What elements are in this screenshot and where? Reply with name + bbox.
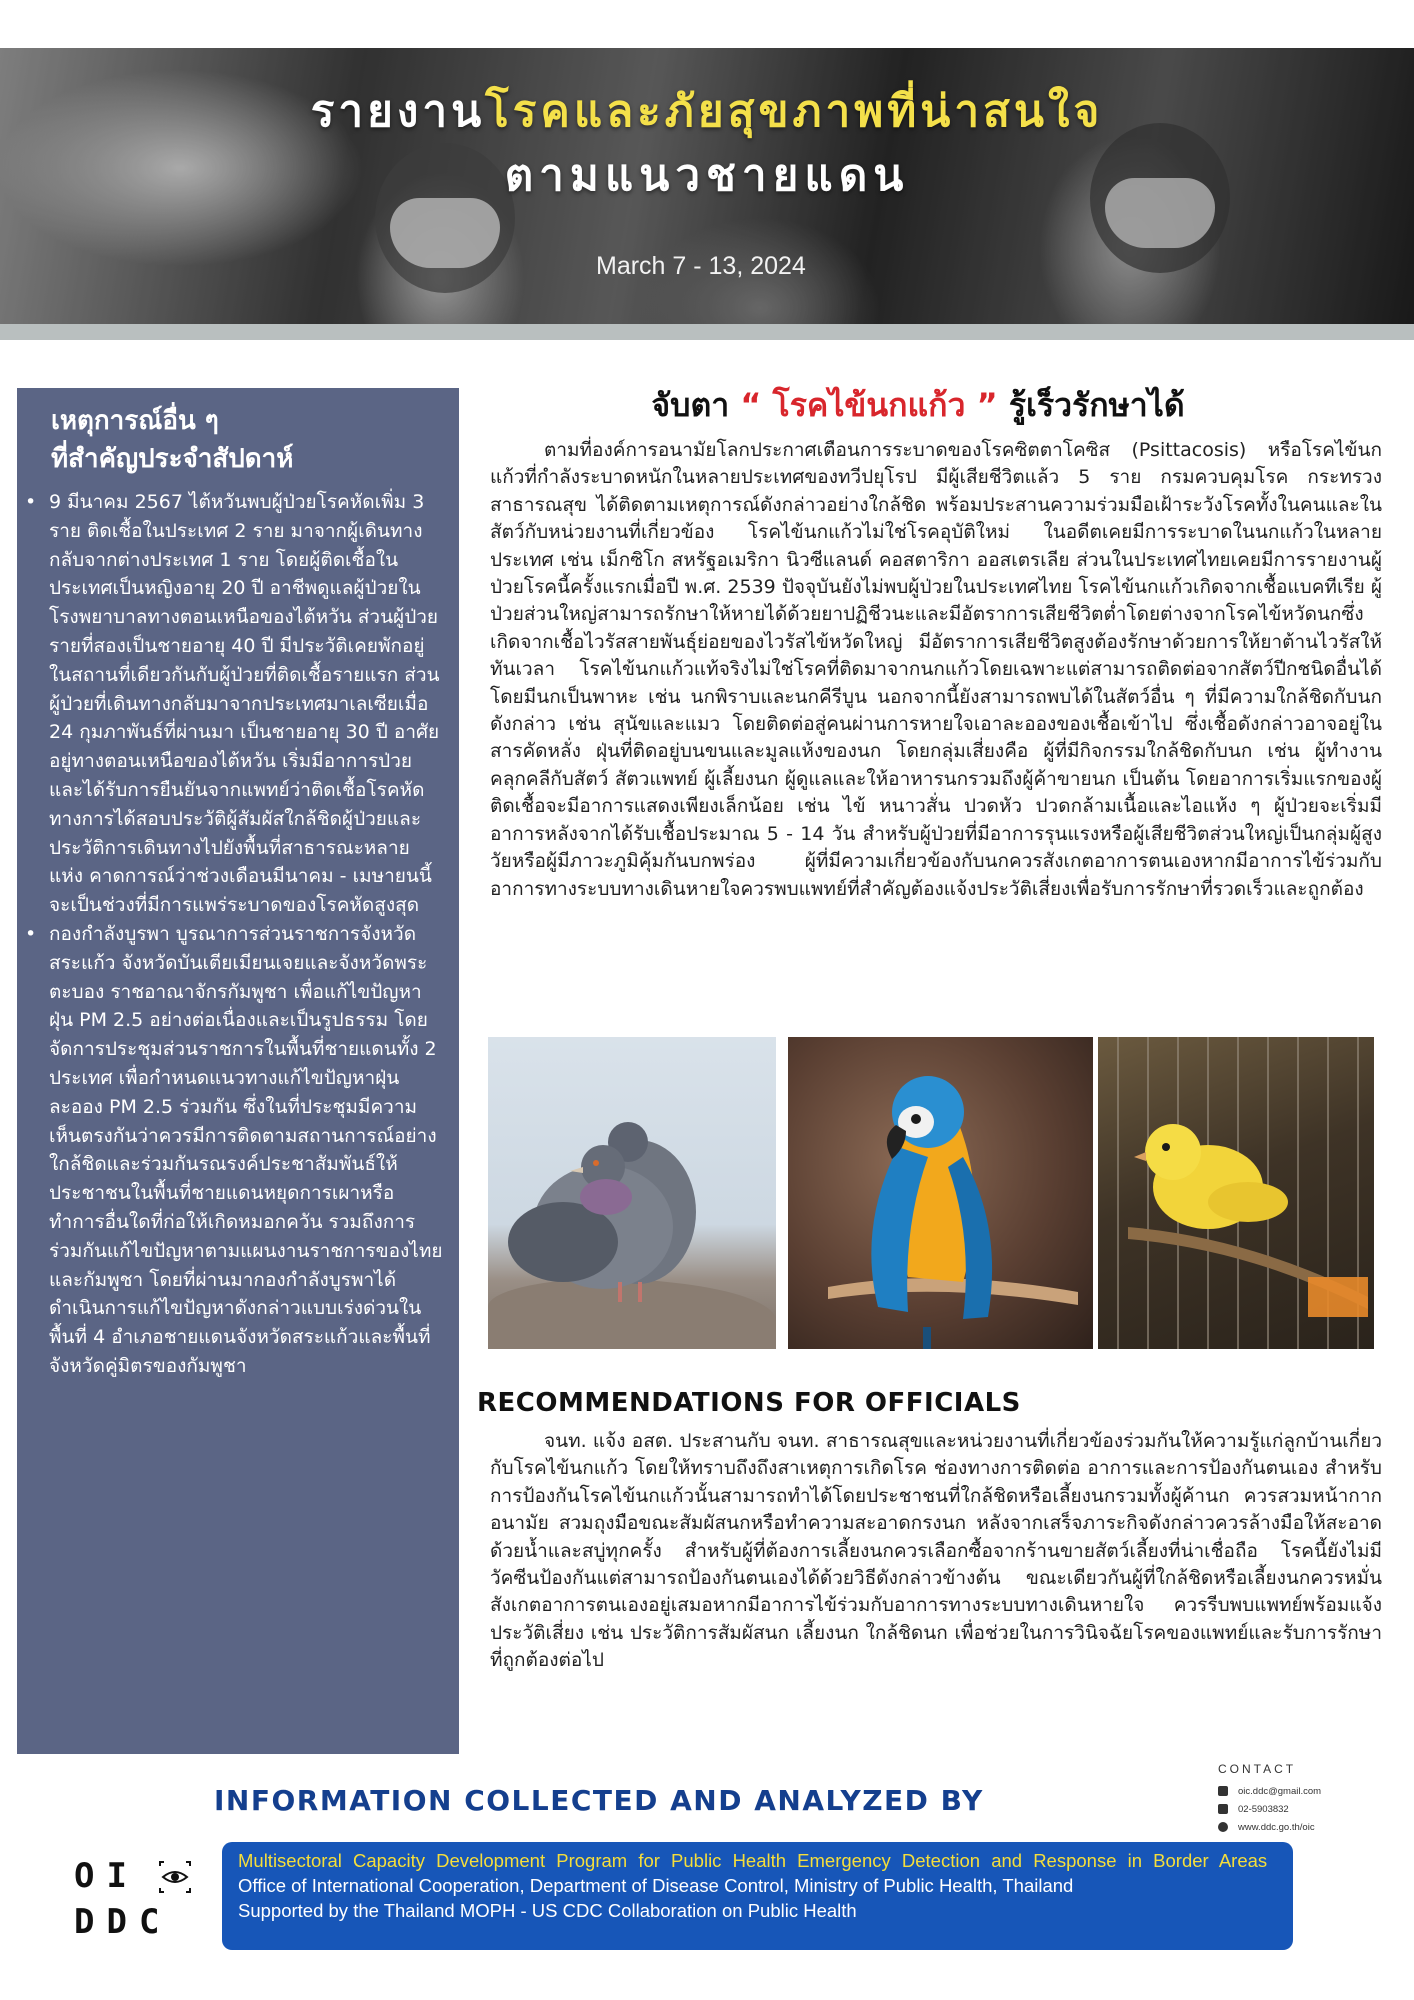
report-title-highlight: โรคและภัยสุขภาพที่น่าสนใจ: [485, 86, 1104, 137]
macaw-icon: [788, 1037, 1093, 1349]
header-divider: [0, 324, 1414, 340]
header-banner: [0, 48, 1414, 324]
contact-web-row: [1218, 1818, 1321, 1836]
report-title: [0, 76, 1414, 146]
macaw-photo: [788, 1037, 1093, 1349]
pigeons-photo: [488, 1037, 776, 1349]
globe-icon: [1218, 1822, 1228, 1832]
sidebar-title-line1: เหตุการณ์อื่น ๆ: [51, 406, 219, 436]
contact-email[interactable]: oic.ddc@gmail.com: [1238, 1785, 1322, 1797]
sidebar-other-events: [17, 388, 459, 1754]
article-title-prefix: จับตา: [651, 386, 730, 424]
contact-phone-row: [1218, 1800, 1321, 1818]
article-title-suffix: รู้เร็วรักษาได้: [1008, 386, 1185, 424]
recommendations-title: RECOMMENDATIONS FOR OFFICIALS: [477, 1388, 1021, 1418]
recommendations-body: จนท. แจ้ง อสต. ประสานกับ จนท. สาธารณสุขและหน่วยงานที่เกี่ยวข้องร่วมกันให้ความรู้แก่ลูกบ้านเกี่ยวกับโรคไข้นกแก้ว โดยให้ทราบถึงถึงสาเหตุการเกิดโรค ช่องทางการติดต่อ อาการและการป้องกันตนเอง สำหรับการป้องกันโรคไข้นกแก้วนั้นสามารถทำได้โดยประชาชนที่ใกล้ชิดหรือเลี้ยงนกรวมทั้งผู้ค้านก ควรสวมหน้ากากอนามัย สวมถุงมือขณะสัมผัสนกหรือทำความสะอาดกรงนก หลังจากเสร็จภาระกิจดังกล่าวควรล้างมือให้สะอาดด้วยน้ำและสบู่ทุกครั้ง สำหรับผู้ที่ต้องการเลี้ยงนกควรเลือกซื้อจากร้านขายสัตว์เลี้ยงที่น่าเชื่อถือ โรคนี้ยังไม่มีวัคซีนป้องกันแต่สามารถป้องกันตนเองได้ด้วยวิธีดังกล่าวข้างต้น ขณะเดียวกันผู้ที่ใกล้ชิดหรือเลี้ยงนกควรหมั่นสังเกตอาการตนเองอยู่เสมอหากมีอาการไข้ร่วมกับอาการทางระบบทางเดินหายใจ ควรรีบพบแพทย์พร้อมแจ้งประวัติเสี่ยง เช่น ประวัติการสัมผัสนก เลี้ยงนก ใกล้ชิดนก เพื่อช่วยในการวินิจฉัยโรคของแพทย์และรับการรักษาที่ถูกต้องต่อไป: [490, 1430, 1382, 1672]
phone-icon: [1218, 1804, 1228, 1814]
program-office: Office of International Cooperation, Department of Disease Control, Ministry of Public Health, Thailand: [238, 1875, 1074, 1896]
article-title-highlight: “ โรคไข้นกแก้ว ”: [740, 386, 998, 424]
eye-icon: [158, 1860, 192, 1894]
contact-web[interactable]: www.ddc.go.th/oic: [1238, 1821, 1315, 1833]
contact-title: CONTACT: [1218, 1762, 1297, 1776]
mail-icon: [1218, 1786, 1228, 1796]
list-item: • กองกำลังบูรพา บูรณาการส่วนราชการจังหวัดสระแก้ว จังหวัดบันเตียเมียนเจยและจังหวัดพระตะบอง ราชอาณาจักรกัมพูชา เพื่อแก้ไขปัญหาฝุ่น PM 2.5 อย่างต่อเนื่องและเป็นรูปธรรม โดยจัดการประชุมส่วนราชการในพื้นที่ชายแดนทั้ง 2 ประเทศ เพื่อกำหนดแนวทางแก้ไขปัญหาฝุ่นละออง PM 2.5 ร่วมกัน ซึ่งในที่ประชุมมีความเห็นตรงกันว่าควรมีการติดตามสถานการณ์อย่างใกล้ชิดและร่วมกันรณรงค์ประชาสัมพันธ์ให้ประชาชนในพื้นที่ชายแดนหยุดการเผาหรือทำการอื่นใดที่ก่อให้เกิดหมอกควัน รวมถึงการร่วมกันแก้ไขปัญหาตามแผนงานราชการของไทยและกัมพูชา โดยที่ผ่านมากองกำลังบูรพาได้ดำเนินการแก้ไขปัญหาดังกล่าวแบบเร่งด่วนในพื้นที่ 4 อำเภอชายแดนจังหวัดสระแก้วและพื้นที่จังหวัดคู่มิตรของกัมพูชา: [33, 920, 443, 1381]
logo-line1: OI: [74, 1856, 139, 1896]
report-subtitle: ตามแนวชายแดน: [504, 150, 910, 201]
contact-block: [1218, 1762, 1321, 1836]
report-title-prefix: รายงาน: [310, 86, 486, 137]
oic-ddc-logo: [74, 1856, 171, 1942]
list-item: • 9 มีนาคม 2567 ไต้หวันพบผู้ป่วยโรคหัดเพิ่ม 3 ราย ติดเชื้อในประเทศ 2 ราย มาจากผู้เดินทางกลับจากต่างประเทศ 1 ราย โดยผู้ติดเชื้อในประเทศเป็นหญิงอายุ 20 ปี อาชีพดูแลผู้ป่วยในโรงพยาบาลทางตอนเหนือของไต้หวัน ส่วนผู้ป่วยรายที่สองเป็นชายอายุ 40 ปี มีประวัติเคยพักอยู่ในสถานที่เดียวกันกับผู้ป่วยที่ติดเชื้อรายแรก ส่วนผู้ป่วยที่เดินทางกลับมาจากประเทศมาเลเซียเมื่อ 24 กุมภาพันธ์ที่ผ่านมา เป็นชายอายุ 30 ปี อาศัยอยู่ทางตอนเหนือของไต้หวัน เริ่มมีอาการป่วยและได้รับการยืนยันจากแพทย์ว่าติดเชื้อโรคหัด ทางการได้สอบประวัติผู้สัมผัสใกล้ชิดผู้ป่วยและประวัติการเดินทางไปยังพื้นที่สาธารณะหลายแห่ง คาดการณ์ว่าช่วงเดือนมีนาคม - เมษายนนี้จะเป็นช่วงที่มีการแพร่ระบาดของโรคหัดสูงสุด: [33, 488, 443, 920]
program-name: Multisectoral Capacity Development Program for Public Health Emergency Detection and Response in Border Areas: [238, 1850, 1268, 1871]
logo-line2: DDC: [74, 1902, 172, 1942]
collected-by-label: INFORMATION COLLECTED AND ANALYZED BY: [214, 1784, 984, 1817]
pigeons-icon: [488, 1037, 776, 1349]
program-info-box: [222, 1842, 1293, 1950]
program-support: Supported by the Thailand MOPH - US CDC Collaboration on Public Health: [238, 1900, 857, 1921]
sidebar-list: [33, 488, 443, 1381]
canary-icon: [1098, 1037, 1374, 1349]
sidebar-title-line2: ที่สำคัญประจำสัปดาห์: [51, 444, 294, 474]
article-body: ตามที่องค์การอนามัยโลกประกาศเตือนการระบาดของโรคซิตตาโคซิส (Psittacosis) หรือโรคไข้นกแก้วที่กำลังระบาดหนักในหลายประเทศของทวีปยุโรป มีผู้เสียชีวิตแล้ว 5 ราย กรมควบคุมโรค กระทรวงสาธารณสุข ได้ติดตามเหตุการณ์ดังกล่าวอย่างใกล้ชิด พร้อมประสานความร่วมมือเฝ้าระวังโรคทั้งในคนและในสัตว์กับหน่วยงานที่เกี่ยวข้อง โรคไข้นกแก้วไม่ใช่โรคอุบัติใหม่ ในอดีตเคยมีการระบาดในนกแก้วในหลายประเทศ เช่น เม็กซิโก สหรัฐอเมริกา นิวซีแลนด์ คอสตาริกา ออสเตรเลีย ส่วนในประเทศไทยเคยมีการรายงานผู้ป่วยโรคนี้ครั้งแรกเมื่อปี พ.ศ. 2539 ปัจจุบันยังไม่พบผู้ป่วยในประเทศไทย โรคไข้นกแก้วเกิดจากเชื้อแบคทีเรีย ผู้ป่วยส่วนใหญ่สามารถรักษาให้หายได้ด้วยยาปฏิชีวนะและมีอัตราการเสียชีวิตต่ำโดยต่างจากโรคไข้หวัดนกซึ่งเกิดจากเชื้อไวรัสสายพันธุ์ย่อยของไวรัสไข้หวัดใหญ่ มีอัตราการเสียชีวิตสูงต้องรักษาด้วยการให้ยาต้านไวรัสให้ทันเวลา โรคไข้นกแก้วแท้จริงไม่ใช่โรคที่ติดมาจากนกแก้วโดยเฉพาะแต่สามารถติดต่อจากสัตว์ปีกชนิดอื่นได้โดยมีนกเป็นพาหะ เช่น นกพิราบและนกคีรีบูน นอกจากนี้ยังสามารถพบได้ในสัตว์อื่น ๆ ที่มีความใกล้ชิดกับนกดังกล่าว เช่น สุนัขและแมว โดยติดต่อสู่คนผ่านการหายใจเอาละอองของเชื้อเข้าไป ซึ่งเชื้อดังกล่าวอาจอยู่ในสารคัดหลั่ง ฝุ่นที่ติดอยู่บนขนและมูลแห้งของนก โดยกลุ่มเสี่ยงคือ ผู้ที่มีกิจกรรมใกล้ชิดกับนก เช่น ผู้ทำงานคลุกคลีกับสัตว์ สัตวแพทย์ ผู้เลี้ยงนก ผู้ดูแลและให้อาหารนกรวมถึงผู้ค้าขายนก เป็นต้น โดยอาการเริ่มแรกของผู้ติดเชื้อจะมีอาการแสดงเพียงเล็กน้อย เช่น ไข้ หนาวสั่น ปวดหัว ปวดกล้ามเนื้อและไอแห้ง ๆ ผู้ป่วยจะเริ่มมีอาการหลังจากได้รับเชื้อประมาณ 5 - 14 วัน สำหรับผู้ป่วยที่มีอาการรุนแรงหรือผู้เสียชีวิตส่วนใหญ่เป็นกลุ่มผู้สูงวัยหรือผู้มีภาวะภูมิคุ้มกันบกพร่อง ผู้ที่มีความเกี่ยวข้องกับนกควรสังเกตอาการตนเองหากมีอาการไข้ร่วมกับอาการทางระบบทางเดินหายใจควรพบแพทย์ที่สำคัญต้องแจ้งประวัติเสี่ยงเพื่อรับการรักษาที่รวดเร็วและถูกต้อง: [490, 439, 1382, 900]
date-range: March 7 - 13, 2024: [596, 252, 806, 280]
sidebar-title: [33, 402, 443, 478]
article-title: [478, 380, 1358, 431]
contact-email-row: [1218, 1782, 1321, 1800]
contact-phone: 02-5903832: [1238, 1803, 1289, 1815]
canary-photo: [1098, 1037, 1374, 1349]
